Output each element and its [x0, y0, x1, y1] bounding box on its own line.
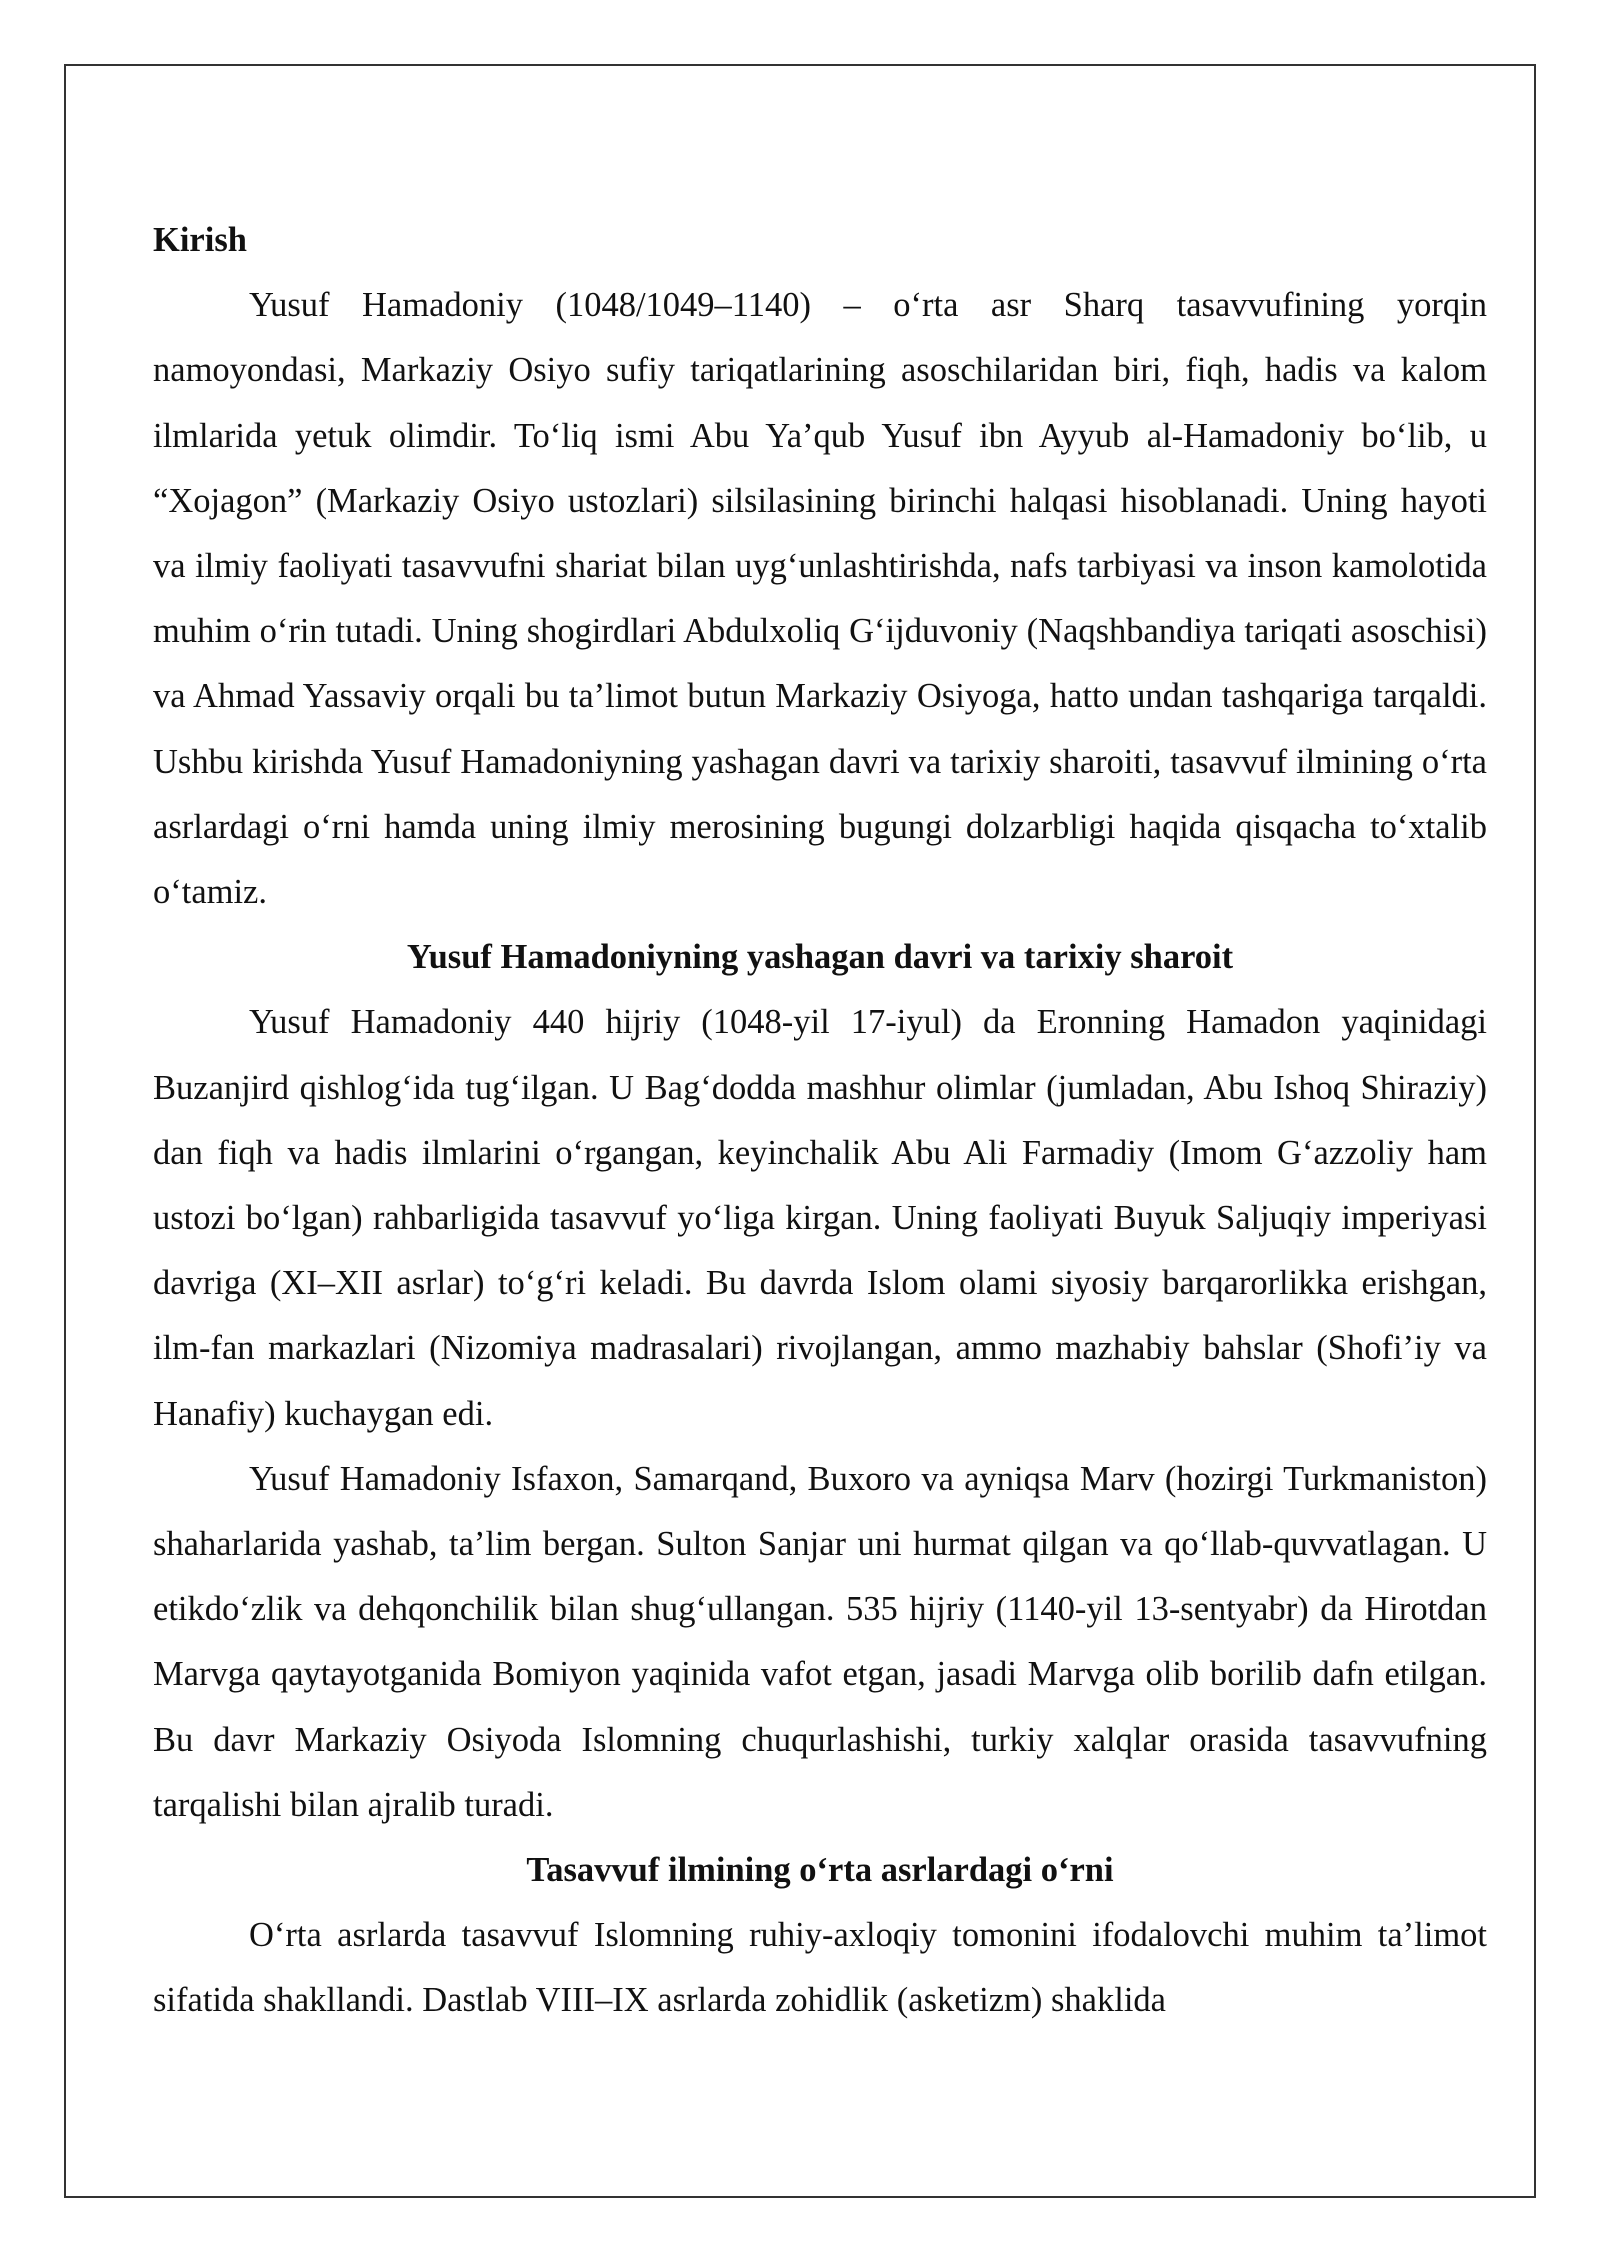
- paragraph: Yusuf Hamadoniy (1048/1049–1140) – o‘rta asr Sharq tasavvufining yorqin namoyondasi, Markaziy Osiyo sufiy tariqatlarining asoschilaridan biri, fiqh, hadis va kalom ilmlarida yetuk olimdir. To‘liq ismi Abu Ya’qub Yusuf ibn Ayyub al-Hamadoniy bo‘lib, u “Xojagon” (Markaziy Osiyo ustozlari) silsilasining birinchi halqasi hisoblanadi. Uning hayoti va ilmiy faoliyati tasavvufni shariat bilan uyg‘unlashtirishda, nafs tarbiyasi va inson kamolotida muhim o‘rin tutadi. Uning shogirdlari Abdulxoliq G‘ijduvoniy (Naqshbandiya tariqati asoschisi) va Ahmad Yassaviy orqali bu ta’limot butun Markaziy Osiyoga, hatto undan tashqariga tarqaldi. Ushbu kirishda Yusuf Hamadoniyning yashagan davri va tarixiy sharoiti, tasavvuf ilmining o‘rta asrlardagi o‘rni hamda uning ilmiy merosining bugungi dolzarbligi haqida qisqacha to‘xtalib o‘tamiz.: [153, 286, 1487, 912]
- paragraph: Yusuf Hamadoniy 440 hijriy (1048-yil 17-iyul) da Eronning Hamadon yaqinidagi Buzanjird qishlog‘ida tug‘ilgan. U Bag‘dodda mashhur olimlar (jumladan, Abu Ishoq Shiraziy) dan fiqh va hadis ilmlarini o‘rgangan, keyinchalik Abu Ali Farmadiy (Imom G‘azzoliy ham ustozi bo‘lgan) rahbarligida tasavvuf yo‘liga kirgan. Uning faoliyati Buyuk Saljuqiy imperiyasi davriga (XI–XII asrlar) to‘g‘ri keladi. Bu davrda Islom olami siyosiy barqarorlikka erishgan, ilm-fan markazlari (Nizomiya madrasalari) rivojlangan, ammo mazhabiy bahslar (Shofi’iy va Hanafiy) kuchaygan edi.: [153, 1003, 1487, 1433]
- section-sufism-role: [153, 1838, 1487, 2034]
- document-body: [153, 208, 1487, 2034]
- section-introduction: [153, 208, 1487, 925]
- paragraph: O‘rta asrlarda tasavvuf Islomning ruhiy-axloqiy tomonini ifodalovchi muhim ta’limot sifatida shakllandi. Dastlab VIII–IX asrlarda zohidlik (asketizm) shaklida: [153, 1916, 1487, 2020]
- paragraph: Yusuf Hamadoniy Isfaxon, Samarqand, Buxoro va ayniqsa Marv (hozirgi Turkmaniston) shaharlarida yashab, ta’lim bergan. Sulton Sanjar uni hurmat qilgan va qo‘llab-quvvatlagan. U etikdo‘zlik va dehqonchilik bilan shug‘ullangan. 535 hijriy (1140-yil 13-sentyabr) da Hirotdan Marvga qaytayotganida Bomiyon yaqinida vafot etgan, jasadi Marvga olib borilib dafn etilgan. Bu davr Markaziy Osiyoda Islomning chuqurlashishi, turkiy xalqlar orasida tasavvufning tarqalishi bilan ajralib turadi.: [153, 1459, 1487, 1824]
- section-heading: Tasavvuf ilmining o‘rta asrlardagi o‘rni: [526, 1851, 1114, 1890]
- section-heading: Yusuf Hamadoniyning yashagan davri va tarixiy sharoit: [406, 938, 1234, 977]
- section-heading: Kirish: [153, 221, 247, 259]
- section-historical-period: [153, 925, 1487, 1838]
